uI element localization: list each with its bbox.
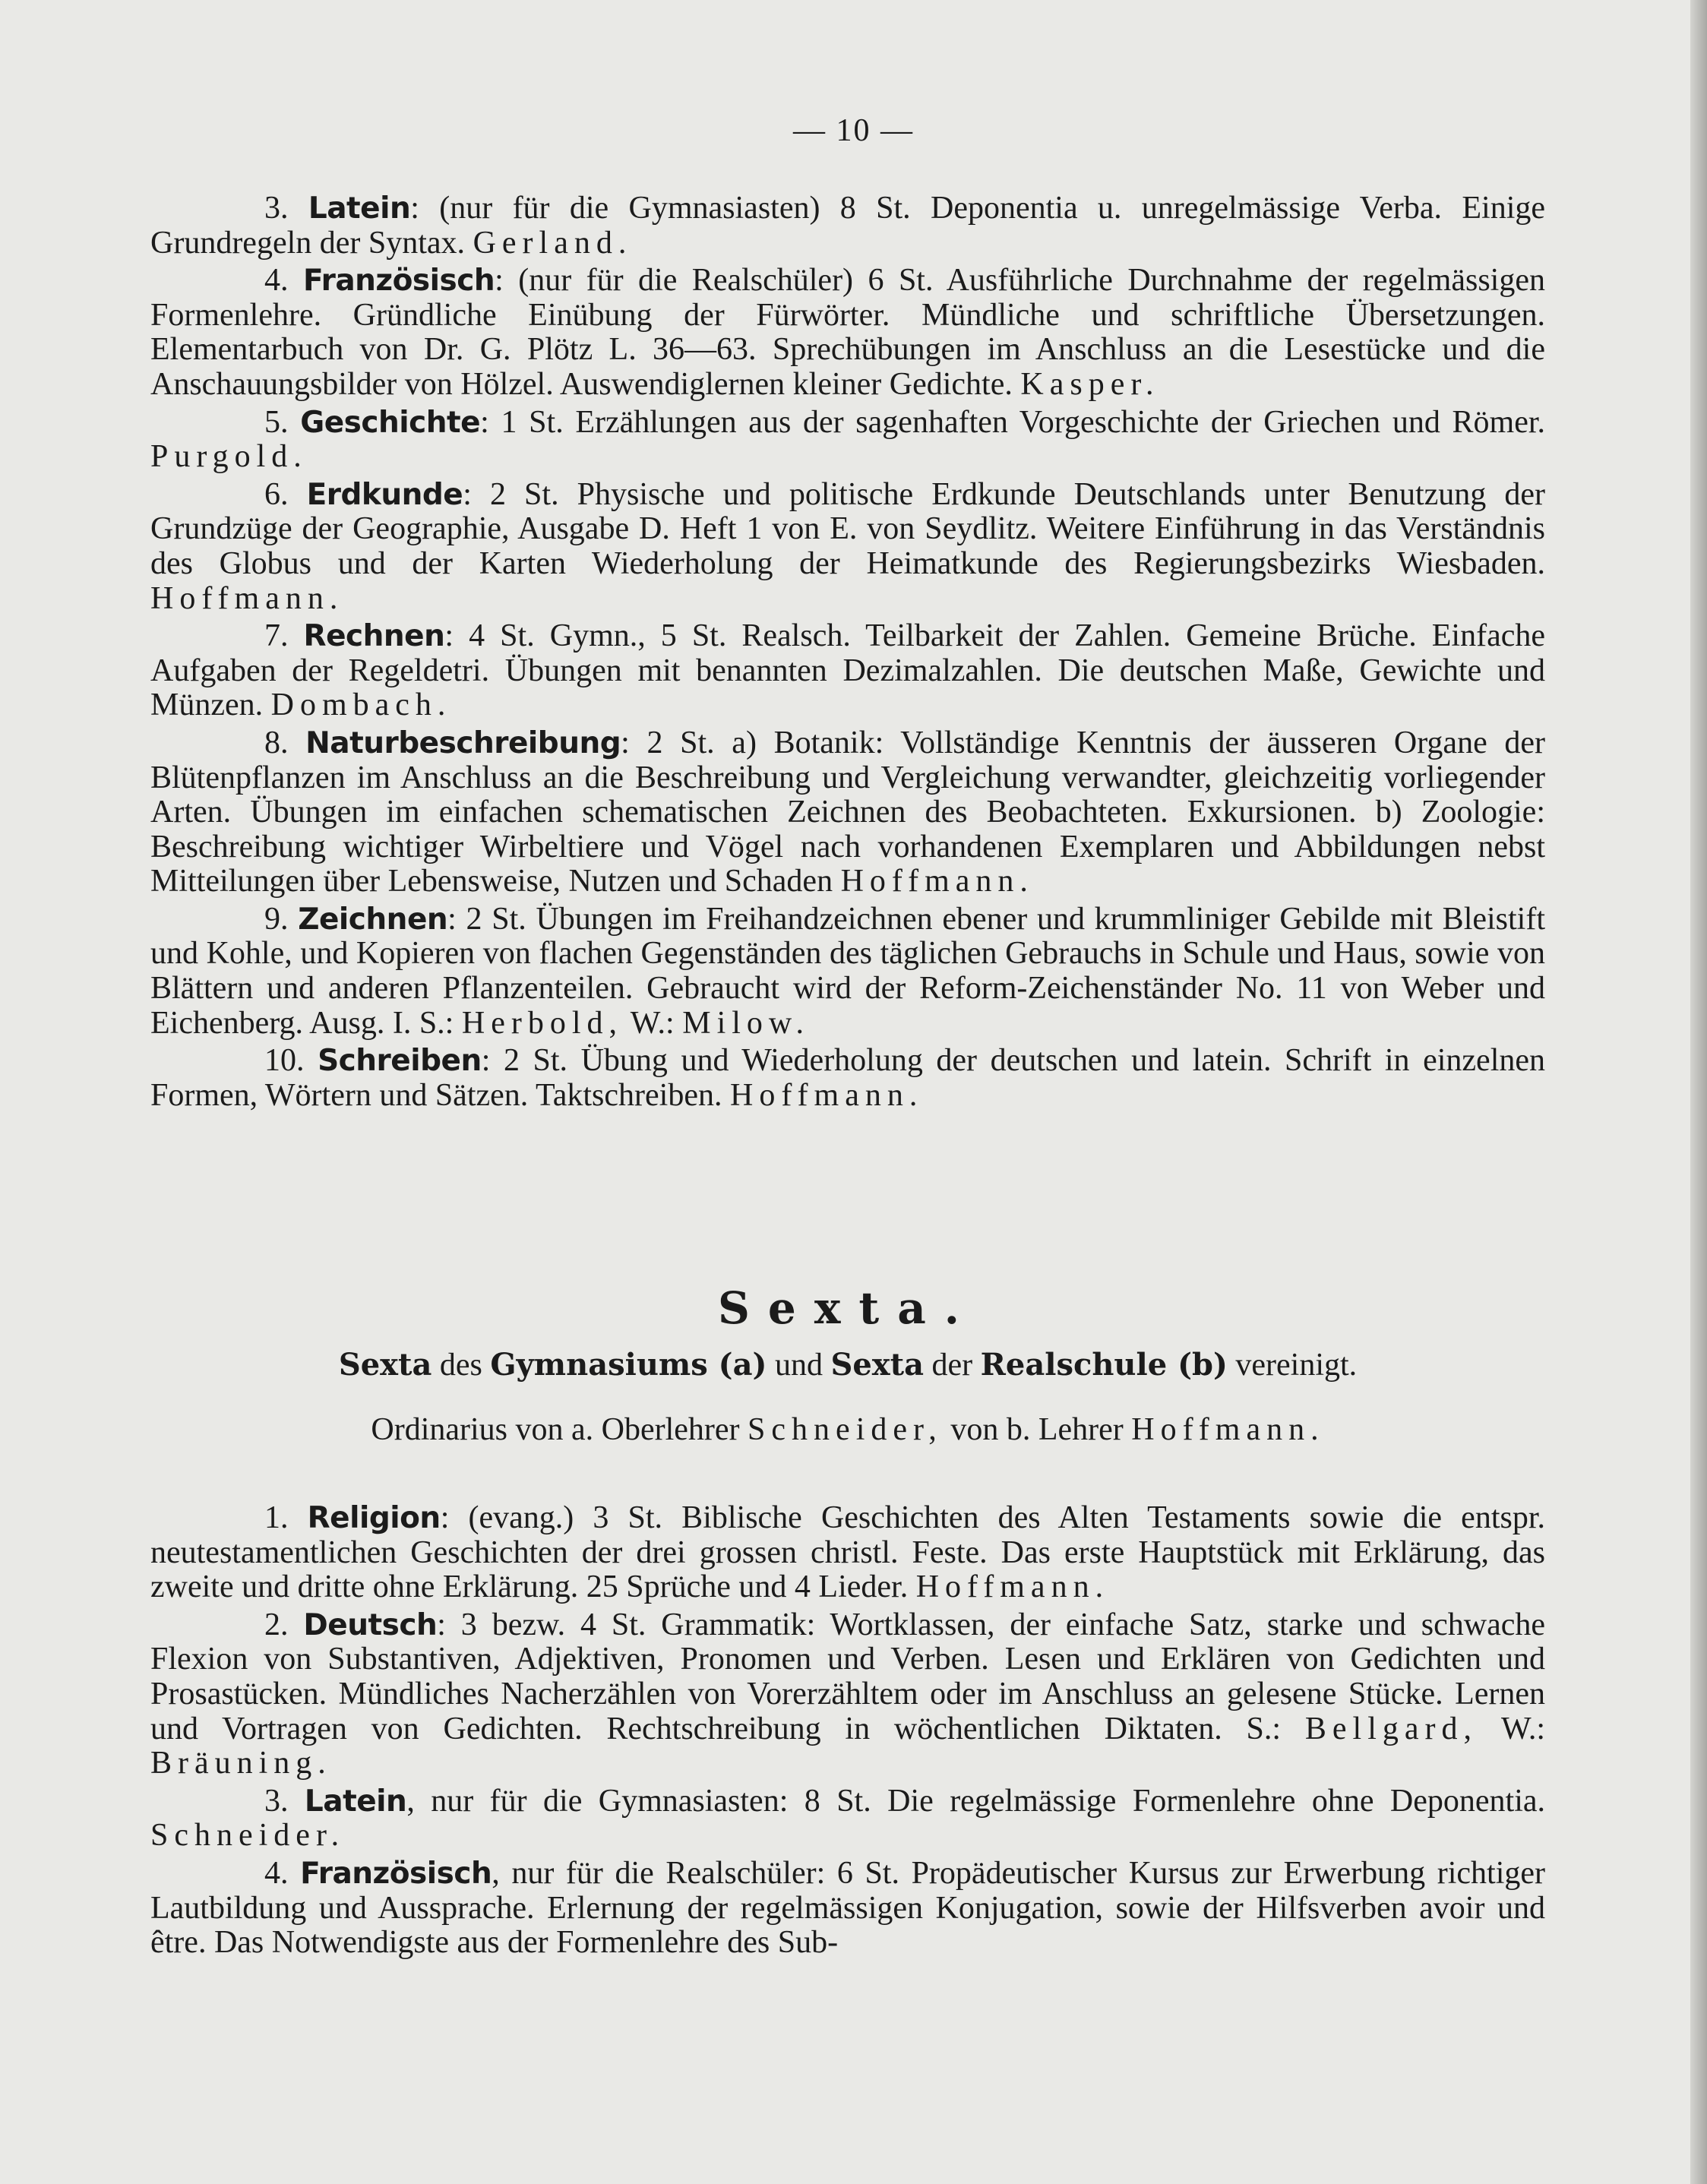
item-number: 3. [264,191,289,226]
subject-text: , nur für die Realschüler: 6 St. Propädeutischer Kursus zur Erwerbung richtiger Lautbildung und Aussprache. Erlernung der regelmässigen Konjugation, sowie der Hilfsverben avoir und être. Das Notwendigste aus der Formenlehre des Sub- [150,1855,1546,1961]
sexta-header [150,1282,1545,1448]
subject-heading: Naturbeschreibung [305,725,621,760]
ordinarius-text: Ordinarius von a. Oberlehrer [371,1412,740,1448]
section-subtitle [150,1348,1545,1383]
subject-text: : 2 St. a) Botanik: Vollständige Kenntnis der äusseren Organe der Blütenpflanzen im Anschluss an die Beschreibung und Vergleichung verwandter, gleichzeitig vorliegender Arten. Übungen im einfachen schematischen Zeichnen des Beobachteten. Exkursionen. b) Zoologie: Beschreibung wichtiger Wirbeltiere und Vögel nach vorhandenen Exemplaren und Abbildungen nebst Mitteilungen über Lebensweise, Nutzen und Schaden [150,725,1545,899]
subject-text: : (evang.) 3 St. Biblische Geschichten des Alten Testaments sowie die entspr. neutestamentlichen Geschichten der drei grossen christl. Feste. Das erste Hauptstück mit Erklärung, das zweite und dritte ohne Erklärung. 25 Sprüche und 4 Lieder. [150,1500,1546,1605]
subject-text: , nur für die Gymnasiasten: 8 St. Die regelmässige Formenlehre ohne Deponentia. [406,1783,1546,1819]
subject-paragraph [150,619,1545,723]
subtitle-part: Realschule (b) [980,1346,1228,1383]
teacher-name: Purgold. [150,439,308,475]
subject-text: : 4 St. Gymn., 5 St. Realsch. Teilbarkeit der Zahlen. Gemeine Brüche. Einfache Aufgaben der Regeldetri. Übungen mit benannten Dezimalzahlen. Die deutschen Maße, Gewichte und Münzen. [150,618,1545,723]
subject-heading: Latein [304,1784,407,1819]
item-number: 10. [264,1043,305,1079]
subject-heading: Französisch [300,1856,492,1891]
subject-heading: Rechnen [303,619,445,654]
ordinarius-line [150,1413,1545,1448]
teacher-name: Hoffmann. [150,580,344,616]
item-number: 5. [264,404,289,440]
item-number: 9. [264,901,289,937]
upper-section [150,191,1545,1113]
teacher-name: Kasper. [1020,366,1160,402]
subject-paragraph [150,406,1545,475]
subject-heading: Erdkunde [306,477,463,512]
subject-paragraph [150,1044,1545,1113]
teacher-name: Gerland. [473,225,633,261]
subject-paragraph [150,726,1545,899]
subject-heading: Latein [308,191,411,226]
teacher-name: Dombach. [270,687,452,723]
item-number: 1. [264,1500,289,1535]
item-number: 2. [264,1607,289,1642]
subject-heading: Französisch [302,264,495,299]
subject-paragraph [150,1857,1545,1961]
teacher-name: Schneider, [748,1412,943,1448]
teacher-name: Schneider. [150,1818,346,1854]
lower-section [150,1501,1545,1961]
teacher-name: Bräuning. [150,1746,332,1781]
subject-text: : 2 St. Physische und politische Erdkunde Deutschlands unter Benutzung der Grundzüge der Geographie, Ausgabe D. Heft 1 von E. von Seydlitz. Weitere Einführung in das Verständnis des Globus und der Karten Wiederholung der Heimatkunde des Regierungsbezirks Wiesbaden. [150,476,1545,581]
teacher-name: Milow. [682,1005,811,1041]
subtitle-part: und [774,1347,823,1383]
item-number: 3. [264,1783,289,1819]
item-number: 7. [264,618,289,654]
ordinarius-text: von b. Lehrer [950,1412,1124,1448]
subject-heading: Religion [307,1501,441,1535]
subject-text: : (nur für die Gymnasiasten) 8 St. Deponentia u. unregelmässige Verba. Einige Grundregeln der Syntax. [150,191,1545,261]
subject-text: : 1 St. Erzählungen aus der sagenhaften Vorgeschichte der Griechen und Römer. [480,404,1546,440]
subtitle-part: vereinigt. [1235,1347,1358,1383]
teacher-name: Hoffmann. [915,1569,1110,1605]
subject-text: : 2 St. Übung und Wiederholung der deutschen und latein. Schrift in einzelnen Formen, Wörtern und Sätzen. Taktschreiben. [150,1043,1546,1113]
subject-text: : 2 St. Übungen im Freihandzeichnen ebener und krummliniger Gebilde mit Bleistift und Kohle, und Kopieren von flachen Gegenständen des täglichen Gebrauchs in Schule und Haus, sowie von Blättern und anderen Pflanzenteilen. Gebraucht wird der Reform-Zeichenständer No. 11 von Weber und Eichenberg. Ausg. I. S.: [150,901,1546,1041]
subject-text: : (nur für die Realschüler) 6 St. Ausführliche Durchnahme der regelmässigen Formenlehre. Gründliche Einübung der Fürwörter. Mündliche und schriftliche Übersetzungen. Elementarbuch von Dr. G. Plötz L. 36—63. Sprechübungen im Anschluss an die Lesestücke und die Anschauungsbilder von Hölzel. Auswendiglernen kleiner Gedichte. [150,263,1545,402]
subject-paragraph [150,1608,1545,1781]
subtitle-part: Gymnasiums (a) [490,1346,767,1383]
item-number: 4. [264,263,289,299]
subject-heading: Deutsch [303,1607,438,1642]
section-title: Sexta. [718,1282,978,1334]
subtitle-part: des [439,1347,482,1383]
subject-paragraph [150,478,1545,616]
subject-paragraph [150,191,1545,261]
subtitle-part: der [931,1347,973,1383]
teacher-name: Hoffmann. [840,864,1034,899]
item-number: 8. [264,725,289,760]
teacher-name: Hoffmann. [729,1077,924,1113]
subject-paragraph [150,264,1545,402]
subtitle-part: Sexta [830,1346,925,1383]
teacher-name: Bellgard, [1304,1711,1478,1746]
teacher-name: Hoffmann. [1131,1412,1325,1448]
subtitle-part: Sexta [338,1346,432,1383]
subject-paragraph [150,1501,1545,1605]
subject-heading: Zeichnen [298,902,448,937]
subject-text: : 3 bezw. 4 St. Grammatik: Wortklassen, der einfache Satz, starke und schwache Flexion von Substantiven, Adjektiven, Pronomen und Verben. Lesen und Erklären von Gedichten und Prosastücken. Mündliches Nacherzählen von Vorerzähltem oder im Anschluss an gelesene Stücke. Lernen und Vortragen von Gedichten. Rechtschreibung in wöchentlichen Diktaten. S.: [150,1607,1546,1746]
semester-label: W.: [630,1005,675,1041]
item-number: 6. [264,476,289,512]
subject-heading: Geschichte [300,405,481,440]
subject-paragraph [150,902,1545,1041]
subject-paragraph [150,1784,1545,1854]
subject-heading: Schreiben [318,1044,482,1079]
item-number: 4. [264,1855,289,1891]
page-number: — 10 — [793,113,914,148]
page-edge-shadow [1690,0,1707,2184]
semester-label: W.: [1501,1711,1546,1746]
teacher-name: Herbold, [461,1005,623,1041]
